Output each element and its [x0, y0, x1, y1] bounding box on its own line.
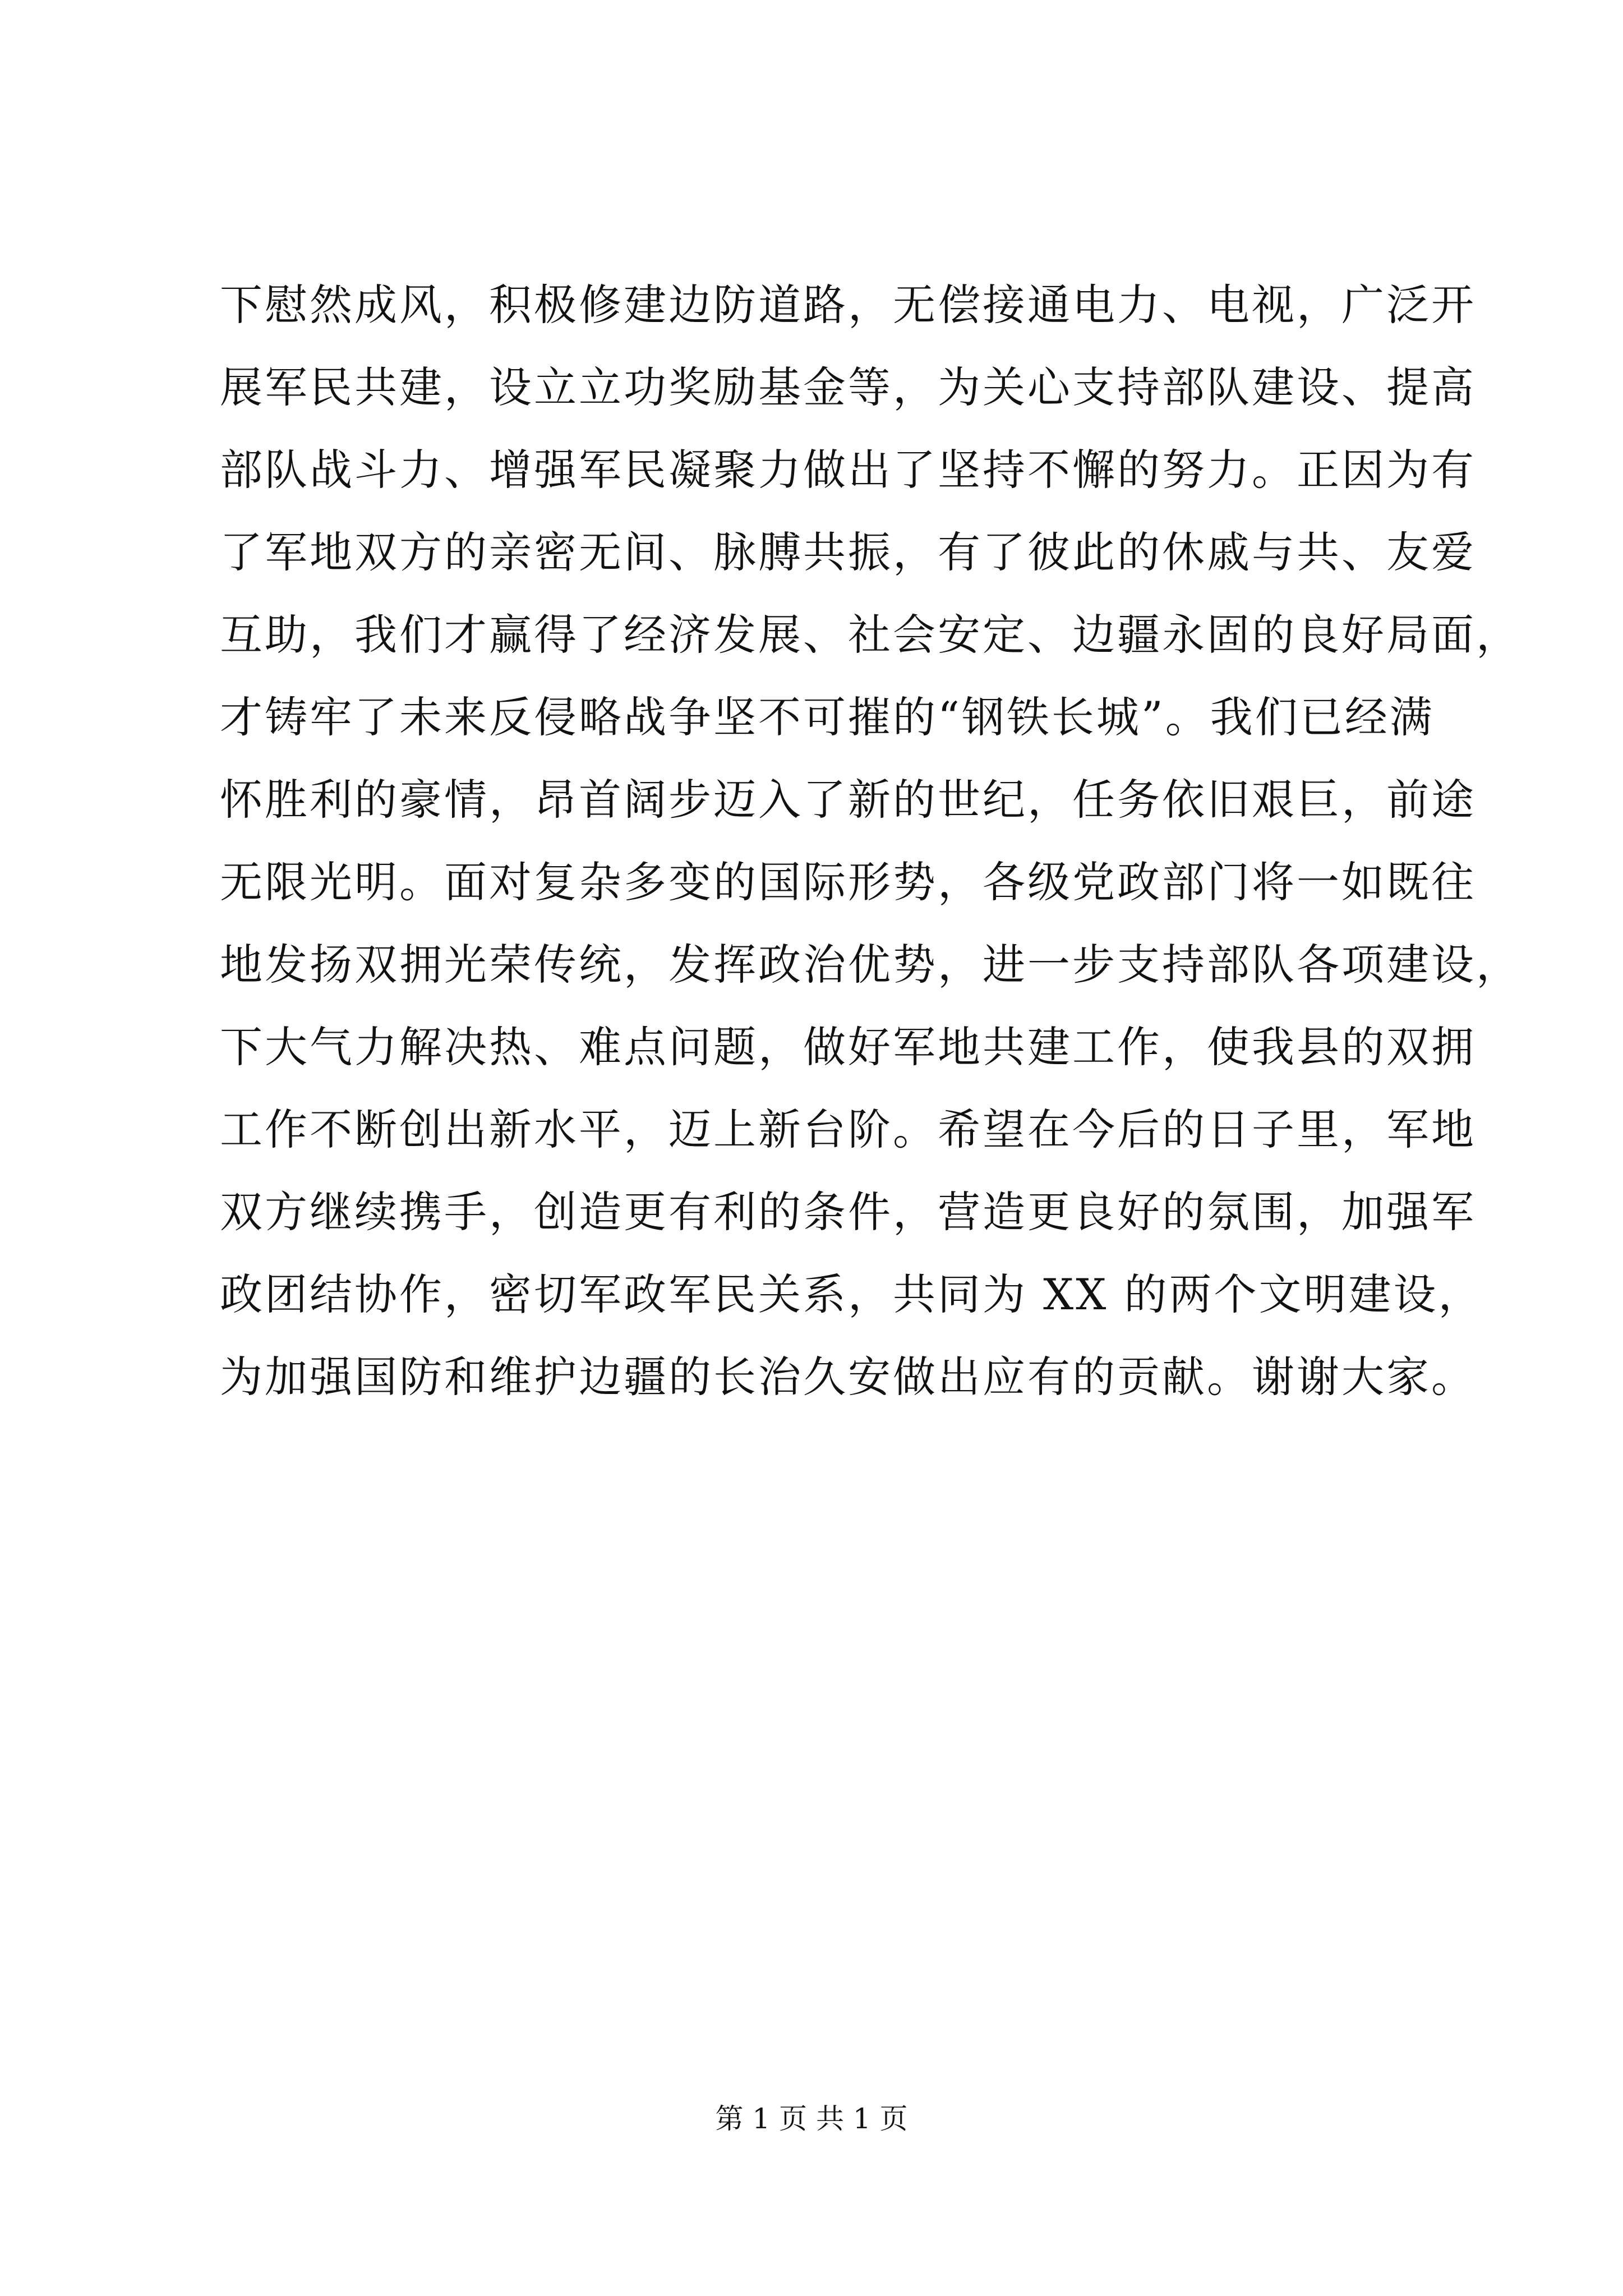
text-line: 了军地双方的亲密无间、脉膊共振，有了彼此的休戚与共、友爱: [220, 527, 1476, 577]
text-line: 下慰然成风，积极修建边防道路，无偿接通电力、电视，广泛开: [220, 280, 1476, 330]
body-paragraph: [220, 264, 1521, 1418]
text-line: 展军民共建，设立立功奖励基金等，为关心支持部队建设、提高: [220, 362, 1476, 412]
text-line: 为加强国防和维护边疆的长治久安做出应有的贡献。谢谢大家。: [220, 1352, 1476, 1402]
page-number-footer: 第 1 页 共 1 页: [715, 2102, 908, 2135]
text-line: 地发扬双拥光荣传统，发挥政治优势，进一步支持部队各项建设，: [220, 940, 1521, 990]
text-line: 政团结协作，密切军政军民关系，共同为 XX 的两个文明建设，: [220, 1269, 1483, 1319]
text-line: 部队战斗力、增强军民凝聚力做出了坚持不懈的努力。正因为有: [220, 445, 1476, 495]
text-line: 无限光明。面对复杂多变的国际形势，各级党政部门将一如既往: [220, 857, 1476, 907]
text-line: 工作不断创出新水平，迈上新台阶。希望在今后的日子里，军地: [220, 1105, 1476, 1154]
text-line: 才铸牢了未来反侵略战争坚不可摧的“钢铁长城”。我们已经满: [220, 692, 1435, 742]
text-line: 下大气力解决热、难点问题，做好军地共建工作，使我县的双拥: [220, 1022, 1476, 1072]
text-line: 怀胜利的豪情，昂首阔步迈入了新的世纪，任务依旧艰巨，前途: [220, 775, 1476, 825]
text-line: 双方继续携手，创造更有利的条件，营造更良好的氛围，加强军: [220, 1187, 1476, 1237]
text-line: 互助，我们才赢得了经济发展、社会安定、边疆永固的良好局面，: [220, 610, 1521, 660]
